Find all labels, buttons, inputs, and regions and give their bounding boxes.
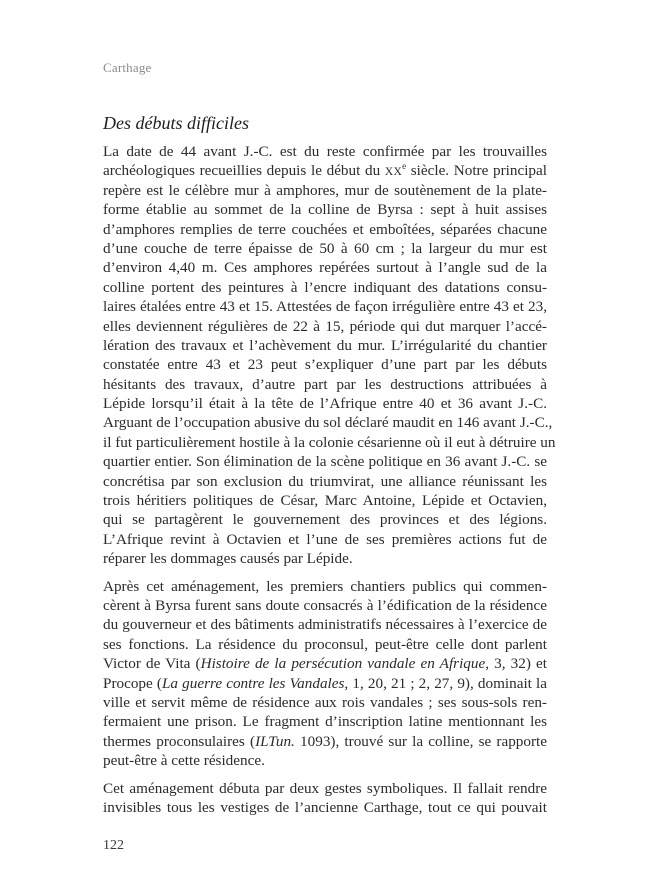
text-line: fermaient une prison. Le fragment d’inscription latine mentionnant les [103,713,547,731]
text-line: peut-être à cette résidence. [103,752,265,770]
text-line: invisibles tous les vestiges de l’ancienne Carthage, tout ce qui pouvait [103,798,547,816]
text-line: L’Afrique revint à Octavien et l’une de ses premières actions fut de [103,530,547,548]
text-line: d’environ 4,40 m. Ces amphores repérées surtout à l’angle sud de la [103,259,547,277]
text-line: ses fonctions. La résidence du proconsul, peut-être celle dont parlent [103,635,547,653]
text-line: Victor de Vita (Histoire de la persécution vandale en Afrique, 3, 32) et [103,655,547,673]
text-line: Cet aménagement débuta par deux gestes symboliques. Il fallait rendre [103,779,547,797]
text-line: La date de 44 avant J.-C. est du reste confirmée par les trouvailles [103,143,547,160]
text-line: thermes proconsulaires (ILTun. 1093), trouvé sur la colline, se rapporte [103,732,547,750]
text-line: d’une couche de terre épaisse de 50 à 60 cm ; la largeur du mur est [103,239,547,257]
paragraph-1 [103,142,556,569]
text-line: Arguant de l’occupation abusive du sol déclaré maudit en 146 avant J.-C., [103,414,553,432]
paragraph-3 [103,779,547,818]
paragraph-2 [103,577,547,771]
text-line: repère est le célèbre mur à amphores, mur de soutènement de la plate- [103,181,547,199]
text-line: hésitants des travaux, d’autre part par les destructions attribuées à [103,375,547,393]
text-line: lération des travaux et l’achèvement du mur. L’irrégularité du chantier [103,336,547,354]
text-line: Après cet aménagement, les premiers chantiers publics qui commen- [103,577,547,595]
text-line: ville et servit même de résidence aux rois vandales ; ses sous-sols ren- [103,693,547,711]
text-line: Procope (La guerre contre les Vandales, 1, 20, 21 ; 2, 27, 9), dominait la [103,674,547,692]
text-line: colline portent des peintures à l’encre indiquant des datations consu- [103,278,547,296]
text-line: Lépide lorsqu’il était à la tête de l’Afrique entre 40 et 36 avant J.-C. [103,395,547,413]
text-line: il fut particulièrement hostile à la colonie césarienne où il eut à détruire un [103,433,556,451]
text-line: du gouverneur et des bâtiments administratifs nécessaires à l’exercice de [103,616,547,634]
text-line: constatée entre 43 et 23 peut s’expliquer d’une part par les débuts [103,356,547,374]
text-line: qui se partagèrent le gouvernement des provinces et des légions. [103,511,547,529]
text-line: d’amphores remplies de terre couchées et emboîtées, séparées chacune [103,220,547,238]
page-number: 122 [103,838,124,853]
text-line: concrétisa par son exclusion du triumvirat, une alliance réunissant les [103,472,547,490]
text-line: forme établie au sommet de la colline de Byrsa : sept à huit assises [103,201,547,219]
section-title: Des débuts difficiles [103,113,249,133]
running-head: Carthage [103,60,152,75]
text-line: elles deviennent régulières de 22 à 15, période qui dut marquer l’accé- [103,317,547,335]
text-line: cèrent à Byrsa furent sans doute consacrés à l’édification de la résidence [103,596,547,614]
body-text [103,142,556,817]
text-line: quartier entier. Son élimination de la scène politique en 36 avant J.-C. se [103,453,547,471]
text-line: trois héritiers politiques de César, Marc Antoine, Lépide et Octavien, [103,492,547,510]
text-line: réparer les dommages causés par Lépide. [103,550,353,568]
text-line: archéologiques recueillies depuis le début du XXe siècle. Notre principal [103,161,547,180]
text-line: laires étalées entre 43 et 15. Attestées de façon irrégulière entre 43 et 23, [103,298,547,316]
